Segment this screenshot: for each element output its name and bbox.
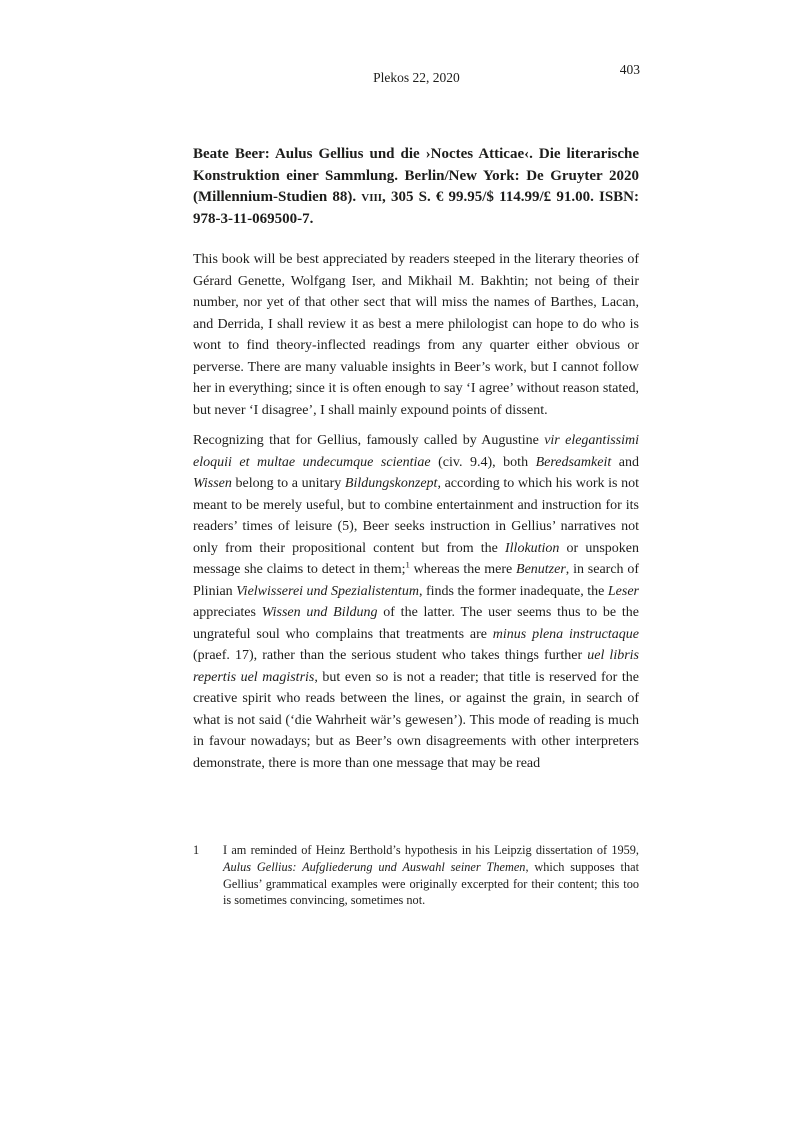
review-paragraph: This book will be best appreciated by readers steeped in the literary theories of Gérard Genette, Wolfgang Iser, and Mikhail M. Bakhtin; not being of their number, nor yet of that other sect that will miss the names of Barthes, Lacan, and Derrida, I shall review it as best a mere philologist can hope to do who is wont to find theory-inflected readings from any quarter either obvious or perverse. There are many valuable insights in Beer’s work, but I cannot follow her in everything; since it is often enough to say ‘I agree’ without reason stated, but never ‘I disagree’, I shall mainly expound points of dissent. [193,252,639,418]
footnote [193,842,639,909]
review-title: Beate Beer: Aulus Gellius und die ›Noctes Atticae‹. Die literarische Konstruktion einer Sammlung. Berlin/New York: De Gruyter 2020 (Millennium-Studien 88). viii, 305 S. € 99.95/$ 114.99/£ 91.00. ISBN: 978-3-11-069500-7. [193,146,639,227]
review-body [193,144,639,783]
footnote-number: 1 [193,843,200,857]
running-head [193,62,640,86]
review-paragraph: Recognizing that for Gellius, famously called by Augustine vir elegantissimi eloquii et multae undecumque scientiae (civ. 9.4), both Beredsamkeit and Wissen belong to a unitary Bildungskonzept, according to which his work is not meant to be merely useful, but to combine entertainment and instruction for its readers’ times of leisure (5), Beer seeks instruction in Gellius’ narratives not only from their propositional content but from the Illokution or unspoken message she claims to detect in them;$^1$ whereas the mere Benutzer, in search of Plinian Vielwisserei und Spezialistentum, finds the former inadequate, the Leser appreciates Wissen und Bildung of the latter. The user seems thus to be the ungrateful soul who complains that treatments are minus plena instructaque (praef. 17), rather than the serious student who takes things further uel libris repertis uel magistris, but even so is not a reader; that title is reserved for the creative spirit who reads between the lines, or against the grain, in search of what is not said (‘die Wahrheit wär’s gewesen’). This mode of reading is much in favour nowadays; but as Beer’s own disagreements with other interpreters demonstrate, there is more than one message that may be read [193,433,640,771]
page-number: 403 [619,62,640,77]
footnote-text: I am reminded of Heinz Berthold’s hypothesis in his Leipzig dissertation of 1959, Aulus Gellius: Aufgliederung und Auswahl seiner Themen, which supposes that Gellius’ grammatical examples were originally excerpted for their content; this too is sometimes convincing, sometimes not. [223,843,639,908]
journal-header: Plekos 22, 2020 [373,70,460,85]
